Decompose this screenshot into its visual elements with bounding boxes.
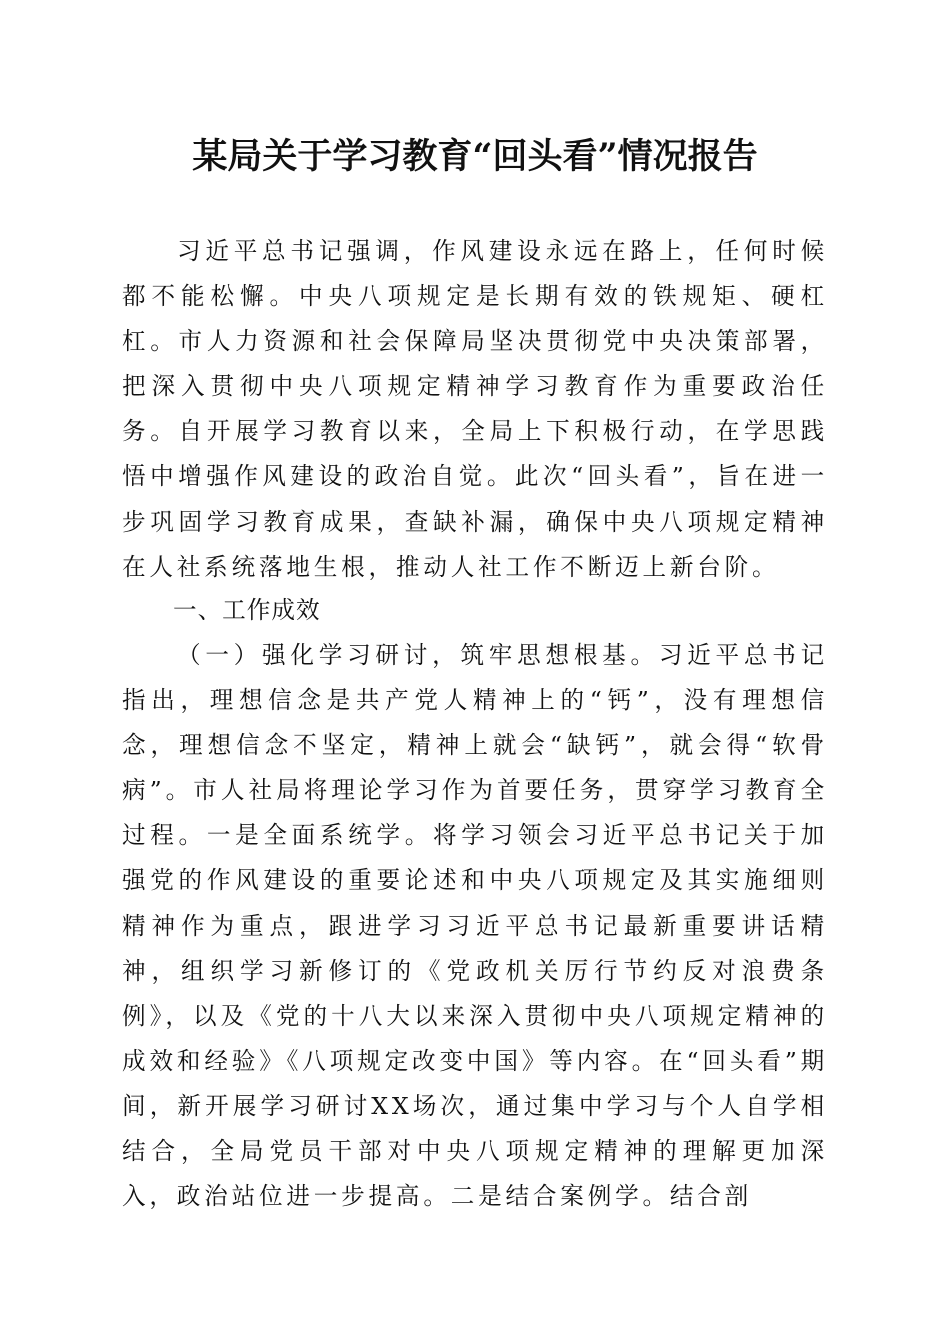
subsection-paragraph-study: [122, 633, 828, 1219]
subsection-body: 习近平总书记指出，理想信念是共产党人精神上的“钙”，没有理想信念，理想信念不坚定，精神上就会“缺钙”，就会得“软骨病”。市人社局将理论学习作为首要任务，贯穿学习教育全过程。一是全面系统学。将学习领会习近平总书记关于加强党的作风建设的重要论述和中央八项规定及其实施细则精神作为重点，跟进学习习近平总书记最新重要讲话精神，组织学习新修订的《党政机关厉行节约反对浪费条例》，以及《党的十八大以来深入贯彻中央八项规定精神的成效和经验》《八项规定改变中国》等内容。在“回头看”期间，新开展学习研讨XX场次，通过集中学习与个人自学相结合，全局党员干部对中央八项规定精神的理解更加深入，政治站位进一步提高。二是结合案例学。结合剖: [122, 641, 828, 1211]
section-heading-work-results: 一、工作成效: [173, 596, 321, 624]
subsection-lead: （一）强化学习研讨，筑牢思想根基。: [177, 641, 659, 669]
intro-paragraph: 习近平总书记强调，作风建设永远在路上，任何时候都不能松懈。中央八项规定是长期有效的铁规矩、硬杠杠。市人力资源和社会保障局坚决贯彻党中央决策部署，把深入贯彻中央八项规定精神学习教育作为重要政治任务。自开展学习教育以来，全局上下积极行动，在学思践悟中增强作风建设的政治自觉。此次“回头看”，旨在进一步巩固学习教育成果，查缺补漏，确保中央八项规定精神在人社系统落地生根，推动人社工作不断迈上新台阶。: [122, 237, 828, 581]
document-title: 某局关于学习教育“回头看”情况报告: [192, 136, 758, 177]
